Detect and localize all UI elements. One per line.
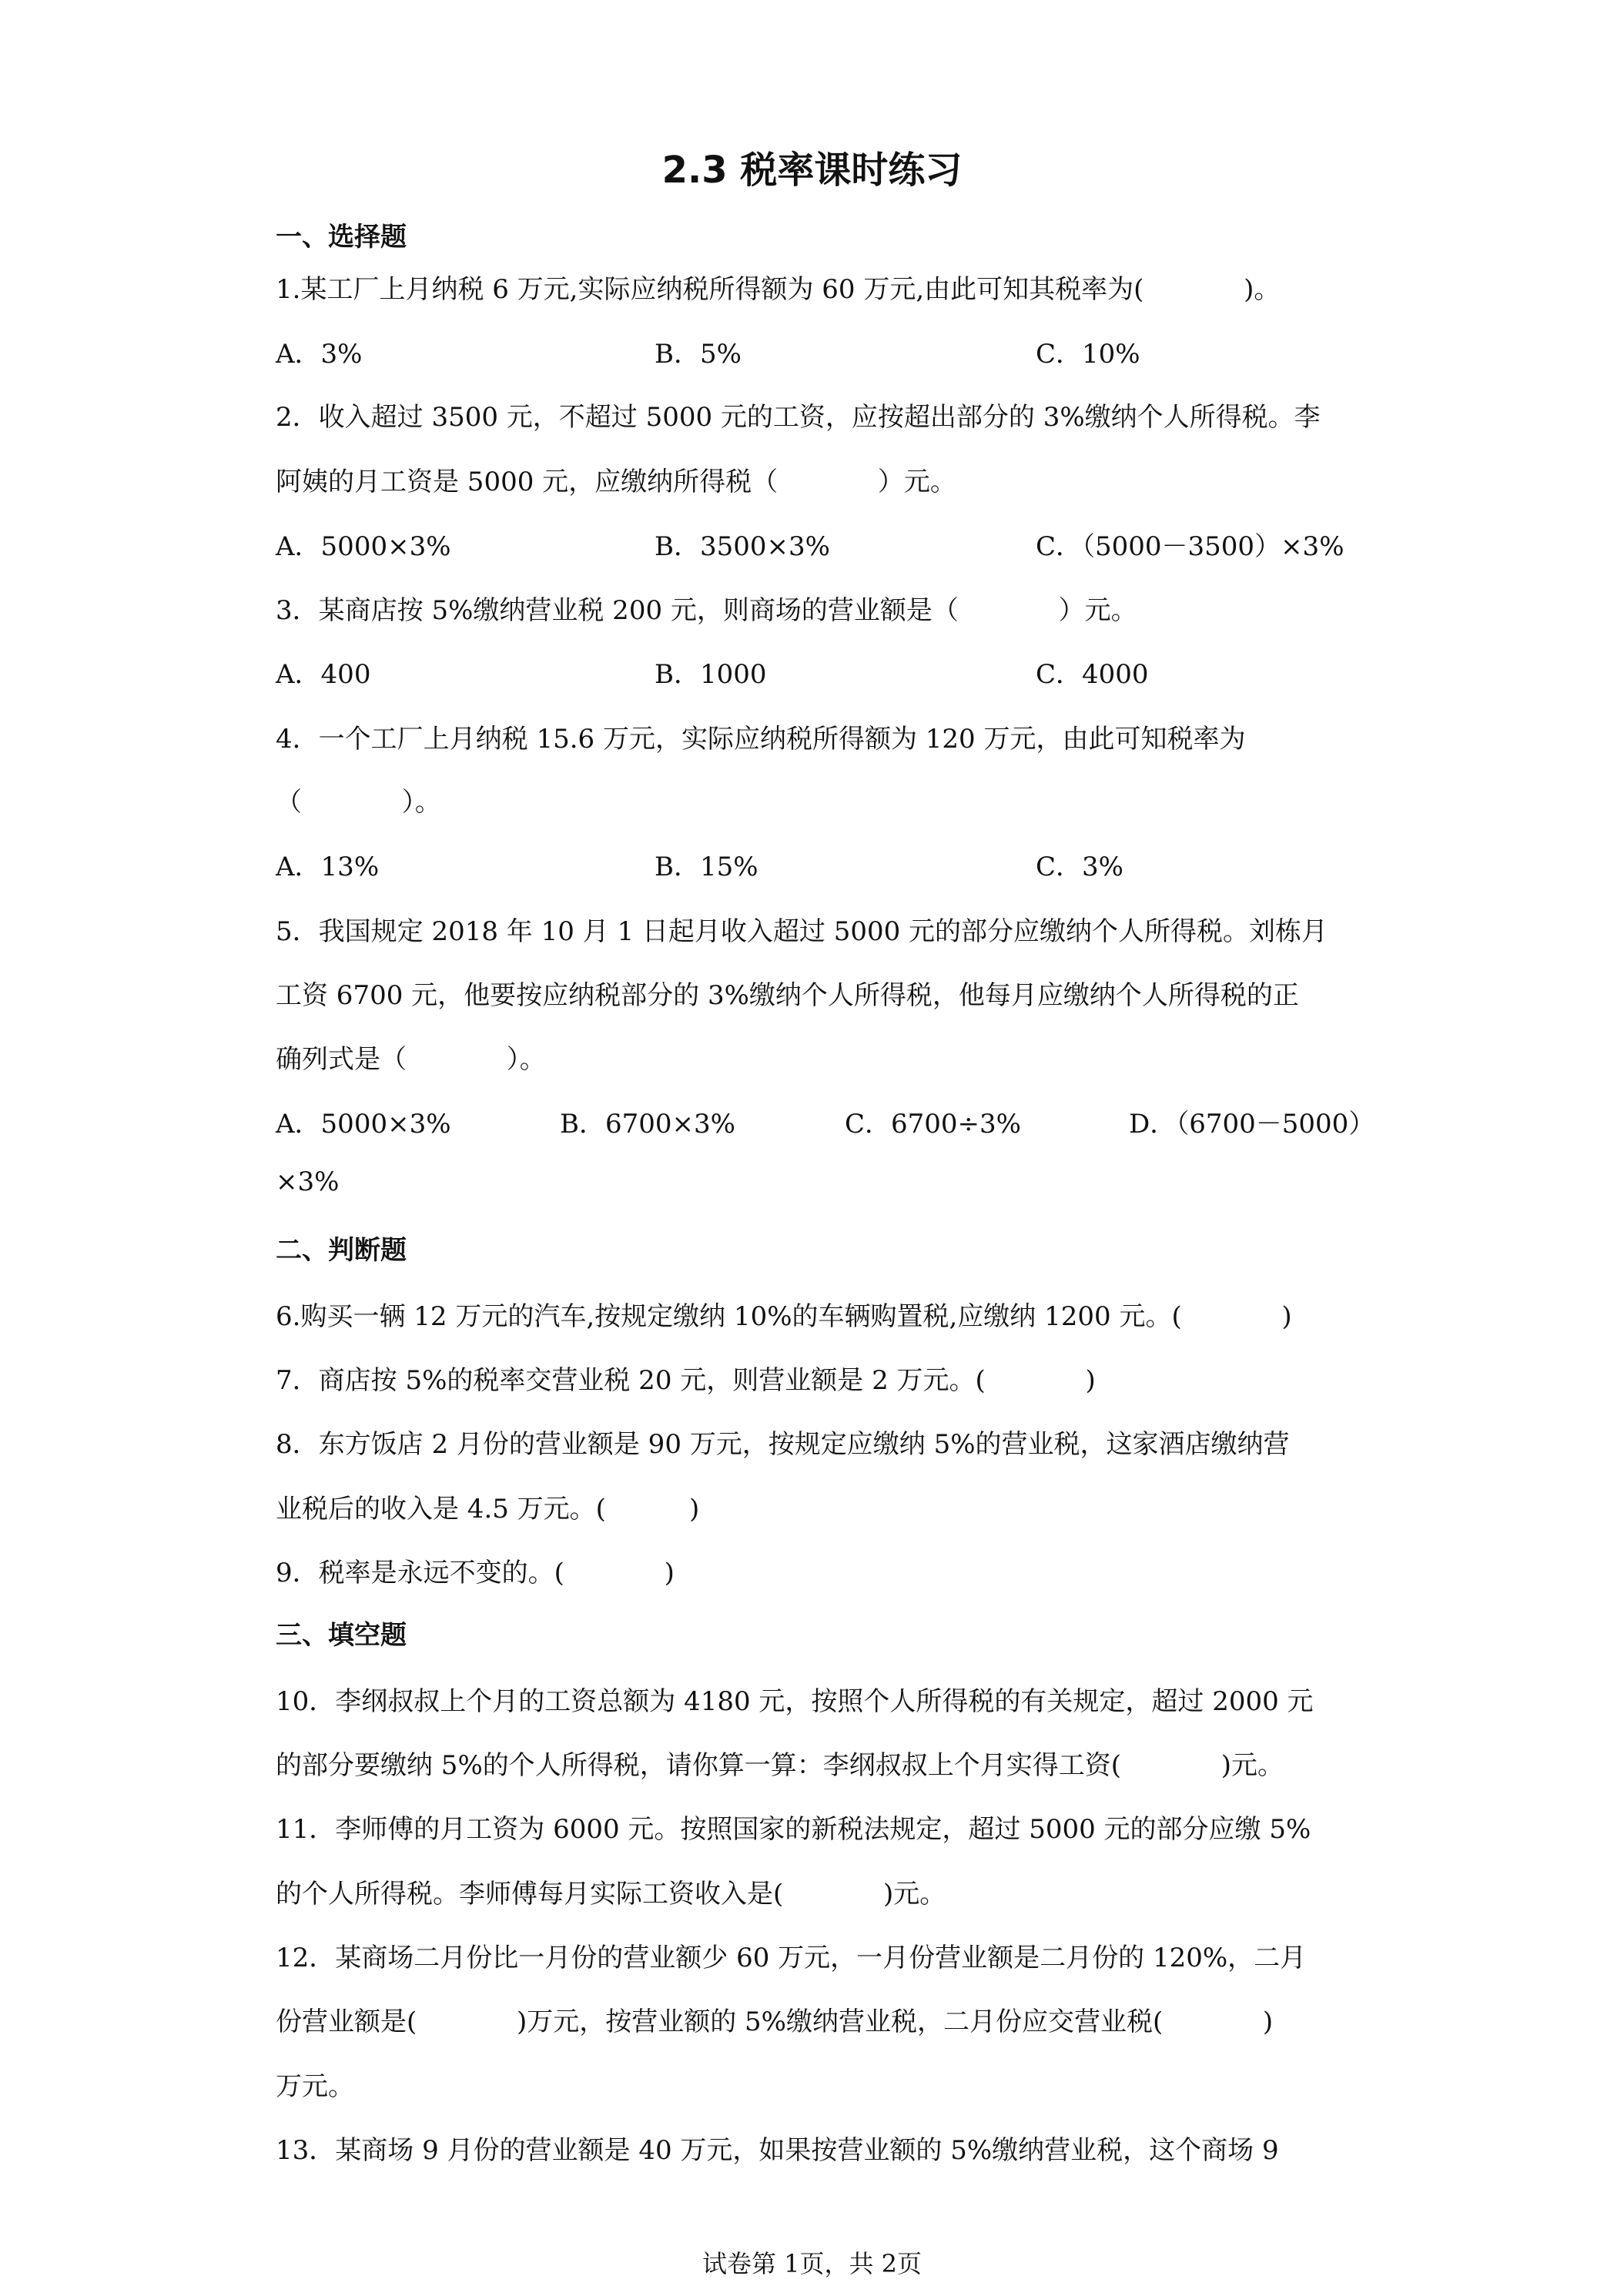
question-5-option-d: D．（6700－5000） [1129,1109,1375,1140]
question-1-option-b: B．5% [655,339,742,370]
section-heading-fill: 三、填空题 [276,1620,407,1651]
question-5-option-b: B．6700×3% [560,1109,735,1140]
question-10-text-line2: 的部分要缴纳 5%的个人所得税，请你算一算：李纲叔叔上个月实得工资( )元。 [276,1750,1284,1781]
question-5-text-line1: 5．我国规定 2018 年 10 月 1 日起月收入超过 5000 元的部分应缴纳个人所得税。刘栋月 [276,916,1328,947]
question-12-text-line1: 12．某商场二月份比一月份的营业额少 60 万元，一月份营业额是二月份的 120%，二月 [276,1943,1307,1973]
question-5-option-a: A．5000×3% [276,1109,451,1140]
question-4-option-b: B．15% [655,852,758,882]
question-4-text-line2: （ ）。 [276,787,441,818]
question-4-text-line1: 4．一个工厂上月纳税 15.6 万元，实际应纳税所得额为 120 万元，由此可知税率为 [276,724,1246,755]
question-4-option-a: A．13% [276,852,380,882]
question-9-text: 9．税率是永远不变的。( ) [276,1558,675,1588]
question-12-text-line3: 万元。 [276,2071,354,2102]
question-10-text-line1: 10．李纲叔叔上个月的工资总额为 4180 元，按照个人所得税的有关规定，超过 2000 元 [276,1686,1314,1717]
question-3-option-c: C．4000 [1036,659,1149,690]
question-1-text: 1.某工厂上月纳税 6 万元,实际应纳税所得额为 60 万元,由此可知其税率为( )。 [276,274,1281,305]
page-footer: 试卷第 1页，共 2页 [702,2249,922,2278]
question-2-text-line2: 阿姨的月工资是 5000 元，应缴纳所得税（ ）元。 [276,467,956,497]
page-title: 2.3 税率课时练习 [661,149,963,192]
question-4-option-c: C．3% [1036,852,1123,882]
question-2-option-c: C．（5000－3500）×3% [1036,531,1344,562]
question-8-text-line1: 8．东方饭店 2 月份的营业额是 90 万元，按规定应缴纳 5%的营业税，这家酒店缴纳营 [276,1429,1290,1460]
question-5-text-line4: ×3% [276,1166,340,1197]
question-5-option-c: C．6700÷3% [845,1109,1021,1140]
question-5-text-line3: 确列式是（ ）。 [276,1044,546,1075]
question-3-option-b: B．1000 [655,659,767,690]
question-11-text-line1: 11．李师傅的月工资为 6000 元。按照国家的新税法规定，超过 5000 元的部分应缴 5% [276,1814,1311,1845]
question-1-option-c: C．10% [1036,339,1140,370]
question-8-text-line2: 业税后的收入是 4.5 万元。( ) [276,1494,700,1525]
question-2-text-line1: 2．收入超过 3500 元，不超过 5000 元的工资，应按超出部分的 3%缴纳个人所得税。李 [276,402,1321,433]
question-12-text-line2: 份营业额是( )万元，按营业额的 5%缴纳营业税，二月份应交营业税( ) [276,2006,1274,2037]
question-3-text: 3．某商店按 5%缴纳营业税 200 元，则商场的营业额是（ ）元。 [276,595,1137,626]
question-3-option-a: A．400 [276,659,371,690]
question-1-option-a: A．3% [276,339,363,370]
question-6-text: 6.购买一辆 12 万元的汽车,按规定缴纳 10%的车辆购置税,应缴纳 1200 元。( ) [276,1301,1292,1332]
section-heading-choice: 一、选择题 [276,222,407,253]
question-11-text-line2: 的个人所得税。李师傅每月实际工资收入是( )元。 [276,1879,946,1909]
question-7-text: 7．商店按 5%的税率交营业税 20 元，则营业额是 2 万元。( ) [276,1365,1096,1396]
section-heading-judge: 二、判断题 [276,1235,407,1266]
question-13-text-line1: 13．某商场 9 月份的营业额是 40 万元，如果按营业额的 5%缴纳营业税，这个商场 9 [276,2135,1279,2166]
question-5-text-line2: 工资 6700 元，他要按应纳税部分的 3%缴纳个人所得税，他每月应缴纳个人所得税的正 [276,980,1299,1011]
question-2-option-b: B．3500×3% [655,531,830,562]
question-2-option-a: A．5000×3% [276,531,451,562]
